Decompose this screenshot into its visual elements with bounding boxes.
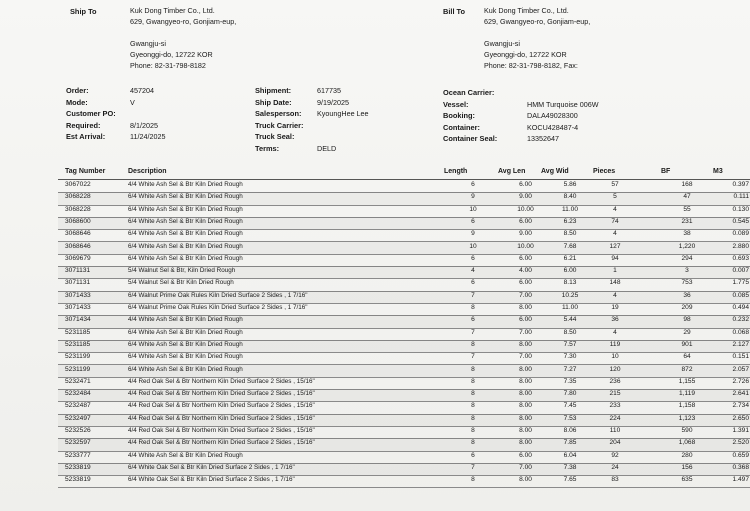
cell-bf: 1,220 <box>678 242 696 250</box>
truck-seal-label: Truck Seal: <box>255 132 295 141</box>
cell-avg-wid: 5.86 <box>563 181 577 188</box>
cell-pieces: 36 <box>611 316 619 324</box>
cell-description: 5/4 Walnut Sel & Btr Kiln Dried Rough <box>128 279 234 287</box>
terms-label: Terms: <box>255 143 280 153</box>
est-arrival-date: 11/24/2025 <box>130 132 166 141</box>
cell-avg-wid: 6.04 <box>563 451 577 459</box>
cell-tag-number: 5233819 <box>65 476 91 484</box>
cell-length: 6 <box>471 181 475 188</box>
cell-m3: 2.726 <box>732 377 749 385</box>
cell-tag-number: 3071131 <box>65 279 91 287</box>
header-m3: M3 <box>713 168 723 175</box>
cell-length: 9 <box>471 230 475 238</box>
shipment-number: 617735 <box>317 86 341 95</box>
cell-bf: 156 <box>681 463 693 471</box>
cell-tag-number: 3071433 <box>65 304 91 311</box>
cell-description: 4/4 Red Oak Sel & Btr Northern Kiln Dried Surface 2 Sides , 15/16" <box>128 439 315 447</box>
cell-pieces: 10 <box>611 353 619 361</box>
cell-length: 8 <box>471 476 475 484</box>
container-seal-value: 13352647 <box>527 134 559 143</box>
table-row <box>58 401 750 414</box>
container-seal-label: Container Seal: <box>443 134 498 143</box>
header-pieces: Pieces <box>593 168 616 175</box>
cell-tag-number: 5232487 <box>65 402 91 410</box>
cell-tag-number: 5232497 <box>65 414 91 422</box>
cell-tag-number: 5231199 <box>65 353 91 361</box>
bill-to-region: Gyeonggi-do, 12722 KOR <box>484 50 567 59</box>
table-row <box>58 426 750 439</box>
customer-po-value <box>130 108 165 120</box>
ocean-carrier-label: Ocean Carrier: <box>443 88 495 97</box>
cell-bf: 1,068 <box>678 439 696 447</box>
cell-pieces: 4 <box>613 205 617 213</box>
table-row <box>58 475 750 488</box>
cell-bf: 36 <box>683 291 691 299</box>
cell-pieces: 204 <box>609 439 621 447</box>
cell-avg-len: 8.00 <box>519 427 532 434</box>
cell-bf: 280 <box>681 451 693 459</box>
table-row <box>58 242 750 255</box>
cell-description: 4/4 Red Oak Sel & Btr Northern Kiln Dried Surface 2 Sides , 15/16" <box>128 414 315 422</box>
cell-bf: 590 <box>681 427 693 434</box>
cell-avg-wid: 7.85 <box>563 439 577 447</box>
cell-m3: 2.880 <box>732 242 749 250</box>
cell-length: 8 <box>471 377 475 385</box>
cell-length: 7 <box>471 328 475 336</box>
cell-description: 6/4 White Ash Sel & Btr Kiln Dried Rough <box>128 254 243 262</box>
cell-tag-number: 3068646 <box>65 230 91 238</box>
cell-bf: 635 <box>681 476 693 484</box>
table-row <box>58 254 750 267</box>
order-label: Order: <box>66 86 89 95</box>
cell-bf: 29 <box>683 328 691 336</box>
ship-date: 9/19/2025 <box>317 97 349 107</box>
cell-m3: 1.497 <box>732 476 749 484</box>
cell-bf: 1,158 <box>678 402 696 410</box>
cell-description: 4/4 Red Oak Sel & Btr Northern Kiln Dried Surface 2 Sides , 15/16" <box>128 377 315 385</box>
cell-avg-len: 8.00 <box>519 377 532 385</box>
cell-description: 5/4 Walnut Sel & Btr, Kiln Dried Rough <box>128 267 236 275</box>
cell-avg-wid: 7.38 <box>563 463 577 471</box>
cell-avg-len: 8.00 <box>519 439 532 447</box>
cell-avg-len: 8.00 <box>519 414 532 422</box>
cell-avg-wid: 6.23 <box>563 217 577 225</box>
ship-date-label: Ship Date: <box>255 97 292 107</box>
cell-avg-wid: 7.30 <box>563 353 577 361</box>
cell-pieces: 110 <box>609 427 621 434</box>
header-description: Description <box>128 168 167 175</box>
cell-m3: 1.775 <box>732 279 749 287</box>
cell-bf: 55 <box>683 205 691 213</box>
cell-avg-wid: 8.50 <box>563 230 577 238</box>
required-date: 8/1/2025 <box>130 120 158 130</box>
terms-value: DELD <box>317 143 337 153</box>
cell-avg-len: 9.00 <box>519 230 532 238</box>
cell-m3: 0.130 <box>732 205 749 213</box>
cell-tag-number: 5232526 <box>65 427 91 434</box>
cell-length: 6 <box>471 279 475 287</box>
cell-pieces: 74 <box>611 217 619 225</box>
cell-pieces: 4 <box>613 328 617 336</box>
ocean-info-values <box>527 87 599 145</box>
cell-length: 8 <box>471 414 475 422</box>
cell-avg-wid: 7.53 <box>563 414 577 422</box>
cell-m3: 0.368 <box>732 463 749 471</box>
cell-avg-len: 6.00 <box>519 279 532 287</box>
cell-bf: 64 <box>683 353 691 361</box>
cell-length: 10 <box>469 242 477 250</box>
cell-avg-wid: 8.50 <box>563 328 577 336</box>
cell-avg-wid: 8.40 <box>563 193 577 201</box>
vessel-value: HMM Turquoise 006W <box>527 99 599 109</box>
cell-avg-len: 6.00 <box>519 254 532 262</box>
bill-to-city: Gwangju-si <box>484 39 520 48</box>
cell-length: 8 <box>471 439 475 447</box>
cell-pieces: 224 <box>609 414 621 422</box>
cell-avg-wid: 10.25 <box>561 291 579 299</box>
ship-to-region: Gyeonggi-do, 12722 KOR <box>130 50 213 59</box>
cell-length: 8 <box>471 402 475 410</box>
cell-m3: 0.007 <box>732 267 749 275</box>
cell-bf: 168 <box>681 181 693 188</box>
cell-length: 6 <box>471 316 475 324</box>
mode-label: Mode: <box>66 97 88 107</box>
cell-length: 6 <box>471 254 475 262</box>
cell-bf: 753 <box>681 279 693 287</box>
cell-m3: 0.151 <box>732 353 749 361</box>
bill-to-phone: Phone: 82-31-798-8182, Fax: <box>484 61 578 70</box>
cell-avg-wid: 7.68 <box>563 242 577 250</box>
truck-carrier-value <box>317 120 369 132</box>
cell-description: 4/4 White Ash Sel & Btr Kiln Dried Rough <box>128 181 243 188</box>
cell-description: 6/4 White Ash Sel & Btr Kiln Dried Rough <box>128 353 243 361</box>
cell-pieces: 120 <box>609 365 621 373</box>
cell-pieces: 83 <box>611 476 619 484</box>
table-row <box>58 229 750 242</box>
header-bf: BF <box>661 168 671 175</box>
cell-tag-number: 3071433 <box>65 291 91 299</box>
cell-avg-len: 7.00 <box>519 463 532 471</box>
cell-bf: 294 <box>681 254 693 262</box>
cell-avg-len: 8.00 <box>519 340 532 348</box>
order-info-values <box>130 85 165 143</box>
ocean-carrier-value <box>527 87 599 99</box>
ocean-info-labels <box>443 87 497 145</box>
cell-description: 6/4 White Ash Sel & Btr Kiln Dried Rough <box>128 230 243 238</box>
cell-pieces: 127 <box>609 242 621 250</box>
cell-description: 4/4 Red Oak Sel & Btr Northern Kiln Dried Surface 2 Sides , 15/16" <box>128 402 315 410</box>
cell-m3: 0.397 <box>732 181 749 188</box>
table-row <box>58 328 750 341</box>
table-row <box>58 278 750 291</box>
cell-pieces: 119 <box>609 340 621 348</box>
shipment-label: Shipment: <box>255 86 292 95</box>
cell-tag-number: 5231185 <box>65 328 91 336</box>
cell-description: 6/4 White Ash Sel & Btr Kiln Dried Rough <box>128 328 243 336</box>
table-row <box>58 365 750 378</box>
ship-to-street: 629, Gwangyeo-ro, Gonjiam-eup, <box>130 17 237 26</box>
cell-avg-len: 8.00 <box>519 365 532 373</box>
cell-avg-wid: 6.21 <box>563 254 577 262</box>
cell-description: 6/4 White Ash Sel & Btr Kiln Dried Rough <box>128 193 243 201</box>
cell-avg-wid: 7.45 <box>563 402 577 410</box>
cell-length: 8 <box>471 427 475 434</box>
table-row <box>58 180 750 193</box>
cell-length: 8 <box>471 390 475 398</box>
cell-avg-len: 10.00 <box>517 205 534 213</box>
cell-bf: 38 <box>683 230 691 238</box>
cell-m3: 0.085 <box>732 291 749 299</box>
cell-bf: 1,155 <box>678 377 696 385</box>
cell-avg-len: 6.00 <box>519 181 532 188</box>
cell-pieces: 215 <box>609 390 621 398</box>
table-row <box>58 377 750 390</box>
cell-length: 7 <box>471 291 475 299</box>
table-row <box>58 205 750 218</box>
cell-pieces: 4 <box>613 291 617 299</box>
mode-value: V <box>130 97 135 107</box>
cell-avg-len: 7.00 <box>519 291 532 299</box>
cell-description: 6/4 White Ash Sel & Btr Kiln Dried Rough <box>128 242 243 250</box>
cell-bf: 209 <box>681 304 693 311</box>
cell-m3: 2.641 <box>732 390 749 398</box>
cell-avg-wid: 7.80 <box>563 390 577 398</box>
bill-to-address <box>484 5 590 71</box>
table-row <box>58 438 750 451</box>
header-tag-number: Tag Number <box>65 168 106 175</box>
cell-m3: 0.089 <box>732 230 749 238</box>
cell-bf: 98 <box>683 316 691 324</box>
cell-avg-wid: 5.44 <box>563 316 577 324</box>
table-row <box>58 451 750 464</box>
table-row <box>58 291 750 304</box>
cell-description: 6/4 White Ash Sel & Btr Kiln Dried Rough <box>128 340 243 348</box>
table-header <box>58 167 750 180</box>
cell-pieces: 236 <box>609 377 621 385</box>
vessel-label: Vessel: <box>443 99 469 109</box>
ship-to-label: Ship To <box>70 7 97 16</box>
cell-pieces: 1 <box>613 267 617 275</box>
ship-to-company: Kuk Dong Timber Co., Ltd. <box>130 6 215 15</box>
cell-avg-len: 4.00 <box>519 267 532 275</box>
cell-tag-number: 5233819 <box>65 463 91 471</box>
cell-avg-wid: 6.00 <box>563 267 577 275</box>
cell-avg-len: 8.00 <box>519 402 532 410</box>
order-number: 457204 <box>130 86 154 95</box>
salesperson-name: KyoungHee Lee <box>317 109 369 118</box>
table-row <box>58 414 750 427</box>
cell-avg-len: 8.00 <box>519 390 532 398</box>
cell-length: 6 <box>471 451 475 459</box>
cell-bf: 1,119 <box>678 390 695 398</box>
cell-avg-len: 6.00 <box>519 217 532 225</box>
cell-m3: 2.520 <box>732 439 749 447</box>
cell-length: 7 <box>471 353 475 361</box>
cell-avg-len: 6.00 <box>519 451 532 459</box>
cell-tag-number: 5231199 <box>65 365 91 373</box>
cell-pieces: 94 <box>611 254 619 262</box>
table-row <box>58 266 750 279</box>
cell-tag-number: 5233777 <box>65 451 91 459</box>
cell-pieces: 148 <box>609 279 621 287</box>
cell-avg-len: 10.00 <box>517 242 534 250</box>
order-info-labels <box>66 85 116 143</box>
cell-avg-wid: 7.57 <box>563 340 577 348</box>
cell-length: 6 <box>471 217 475 225</box>
booking-value: DALA49028300 <box>527 111 578 120</box>
cell-avg-len: 8.00 <box>519 476 532 484</box>
ship-to-city: Gwangju-si <box>130 39 166 48</box>
cell-length: 7 <box>471 463 475 471</box>
salesperson-label: Salesperson: <box>255 109 302 118</box>
cell-length: 8 <box>471 340 475 348</box>
cell-tag-number: 3068646 <box>65 242 91 250</box>
cell-m3: 0.545 <box>732 217 749 225</box>
cell-avg-wid: 7.35 <box>563 377 577 385</box>
cell-description: 4/4 White Ash Sel & Btr Kiln Dried Rough <box>128 316 243 324</box>
ship-to-address <box>130 5 236 71</box>
ship-to-phone: Phone: 82-31-798-8182 <box>130 61 206 70</box>
cell-tag-number: 5232597 <box>65 439 91 447</box>
cell-m3: 2.734 <box>732 402 749 410</box>
container-label: Container: <box>443 122 480 132</box>
cell-pieces: 233 <box>609 402 621 410</box>
cell-m3: 1.391 <box>732 427 749 434</box>
table-row <box>58 303 750 316</box>
container-value: KOCU428487-4 <box>527 122 579 132</box>
table-row <box>58 389 750 402</box>
cell-pieces: 92 <box>611 451 619 459</box>
cell-tag-number: 3068228 <box>65 193 91 201</box>
cell-description: 6/4 White Ash Sel & Btr Kiln Dried Rough <box>128 205 243 213</box>
cell-length: 4 <box>471 267 475 275</box>
bill-to-street: 629, Gwangyeo-ro, Gonjiam-eup, <box>484 17 591 26</box>
cell-length: 10 <box>469 205 477 213</box>
cell-description: 6/4 White Ash Sel & Btr Kiln Dried Rough <box>128 365 243 373</box>
cell-m3: 0.494 <box>732 304 749 311</box>
header-avg-wid: Avg Wid <box>541 168 569 175</box>
cell-avg-wid: 11.00 <box>561 304 578 311</box>
booking-label: Booking: <box>443 111 476 120</box>
cell-bf: 1,123 <box>678 414 696 422</box>
cell-tag-number: 3067022 <box>65 181 91 188</box>
cell-description: 6/4 Walnut Prime Oak Rules Kiln Dried Surface 2 Sides , 1 7/16" <box>128 291 308 299</box>
cell-bf: 901 <box>681 340 693 348</box>
cell-m3: 0.068 <box>732 328 749 336</box>
cell-m3: 0.693 <box>732 254 749 262</box>
cell-description: 4/4 White Ash Sel & Btr Kiln Dried Rough <box>128 451 243 459</box>
cell-m3: 0.111 <box>733 193 749 201</box>
shipment-info-labels <box>255 85 303 154</box>
table-row <box>58 192 750 205</box>
cell-avg-len: 7.00 <box>519 328 532 336</box>
cell-tag-number: 3071434 <box>65 316 91 324</box>
cell-bf: 872 <box>681 365 693 373</box>
cell-pieces: 19 <box>611 304 619 311</box>
cell-pieces: 24 <box>611 463 619 471</box>
header-avg-len: Avg Len <box>498 168 526 175</box>
cell-m3: 0.232 <box>732 316 749 324</box>
required-label: Required: <box>66 120 101 130</box>
cell-description: 6/4 White Oak Sel & Btr Kiln Dried Surface 2 Sides , 1 7/16" <box>128 476 295 484</box>
cell-description: 6/4 White Ash Sel & Btr Kiln Dried Rough <box>128 217 243 225</box>
cell-avg-len: 6.00 <box>519 316 532 324</box>
cell-pieces: 57 <box>611 181 619 188</box>
cell-avg-wid: 7.65 <box>563 476 577 484</box>
cell-tag-number: 5231185 <box>65 340 91 348</box>
cell-m3: 2.127 <box>732 340 749 348</box>
cell-tag-number: 3068600 <box>65 217 91 225</box>
shipment-info-values <box>317 85 369 154</box>
cell-avg-len: 9.00 <box>519 193 532 201</box>
cell-m3: 2.057 <box>732 365 749 373</box>
cell-description: 4/4 Red Oak Sel & Btr Northern Kiln Dried Surface 2 Sides , 15/16" <box>128 427 315 434</box>
table-row <box>58 340 750 353</box>
cell-tag-number: 5232484 <box>65 390 91 398</box>
truck-carrier-label: Truck Carrier: <box>255 120 304 130</box>
cell-avg-wid: 11.00 <box>561 205 578 213</box>
cell-description: 6/4 Walnut Prime Oak Rules Kiln Dried Surface 2 Sides , 1 7/16" <box>128 304 308 311</box>
table-row <box>58 217 750 230</box>
cell-length: 8 <box>471 304 475 311</box>
table-row <box>58 315 750 328</box>
cell-avg-len: 8.00 <box>519 304 532 311</box>
customer-po-label: Customer PO: <box>66 109 116 118</box>
cell-bf: 231 <box>681 217 693 225</box>
cell-bf: 47 <box>683 193 691 201</box>
cell-avg-wid: 8.06 <box>563 427 577 434</box>
cell-avg-wid: 7.27 <box>563 365 577 373</box>
bill-to-label: Bill To <box>443 7 466 16</box>
truck-seal-value <box>317 131 369 143</box>
table-row <box>58 352 750 365</box>
table-row <box>58 463 750 476</box>
est-arrival-label: Est Arrival: <box>66 132 106 141</box>
cell-description: 6/4 White Oak Sel & Btr Kiln Dried Surface 2 Sides , 1 7/16" <box>128 463 295 471</box>
cell-avg-wid: 8.13 <box>563 279 577 287</box>
cell-length: 8 <box>471 365 475 373</box>
cell-description: 4/4 Red Oak Sel & Btr Northern Kiln Dried Surface 2 Sides , 15/16" <box>128 390 315 398</box>
cell-bf: 3 <box>685 267 689 275</box>
cell-pieces: 4 <box>613 230 617 238</box>
cell-tag-number: 5232471 <box>65 377 91 385</box>
cell-tag-number: 3071131 <box>65 267 91 275</box>
cell-tag-number: 3068228 <box>65 205 91 213</box>
cell-m3: 2.650 <box>732 414 749 422</box>
cell-avg-len: 7.00 <box>519 353 532 361</box>
cell-tag-number: 3069679 <box>65 254 91 262</box>
cell-length: 9 <box>471 193 475 201</box>
cell-m3: 0.659 <box>732 451 749 459</box>
cell-pieces: 5 <box>613 193 617 201</box>
header-length: Length <box>444 168 468 175</box>
bill-to-company: Kuk Dong Timber Co., Ltd. <box>484 6 569 15</box>
